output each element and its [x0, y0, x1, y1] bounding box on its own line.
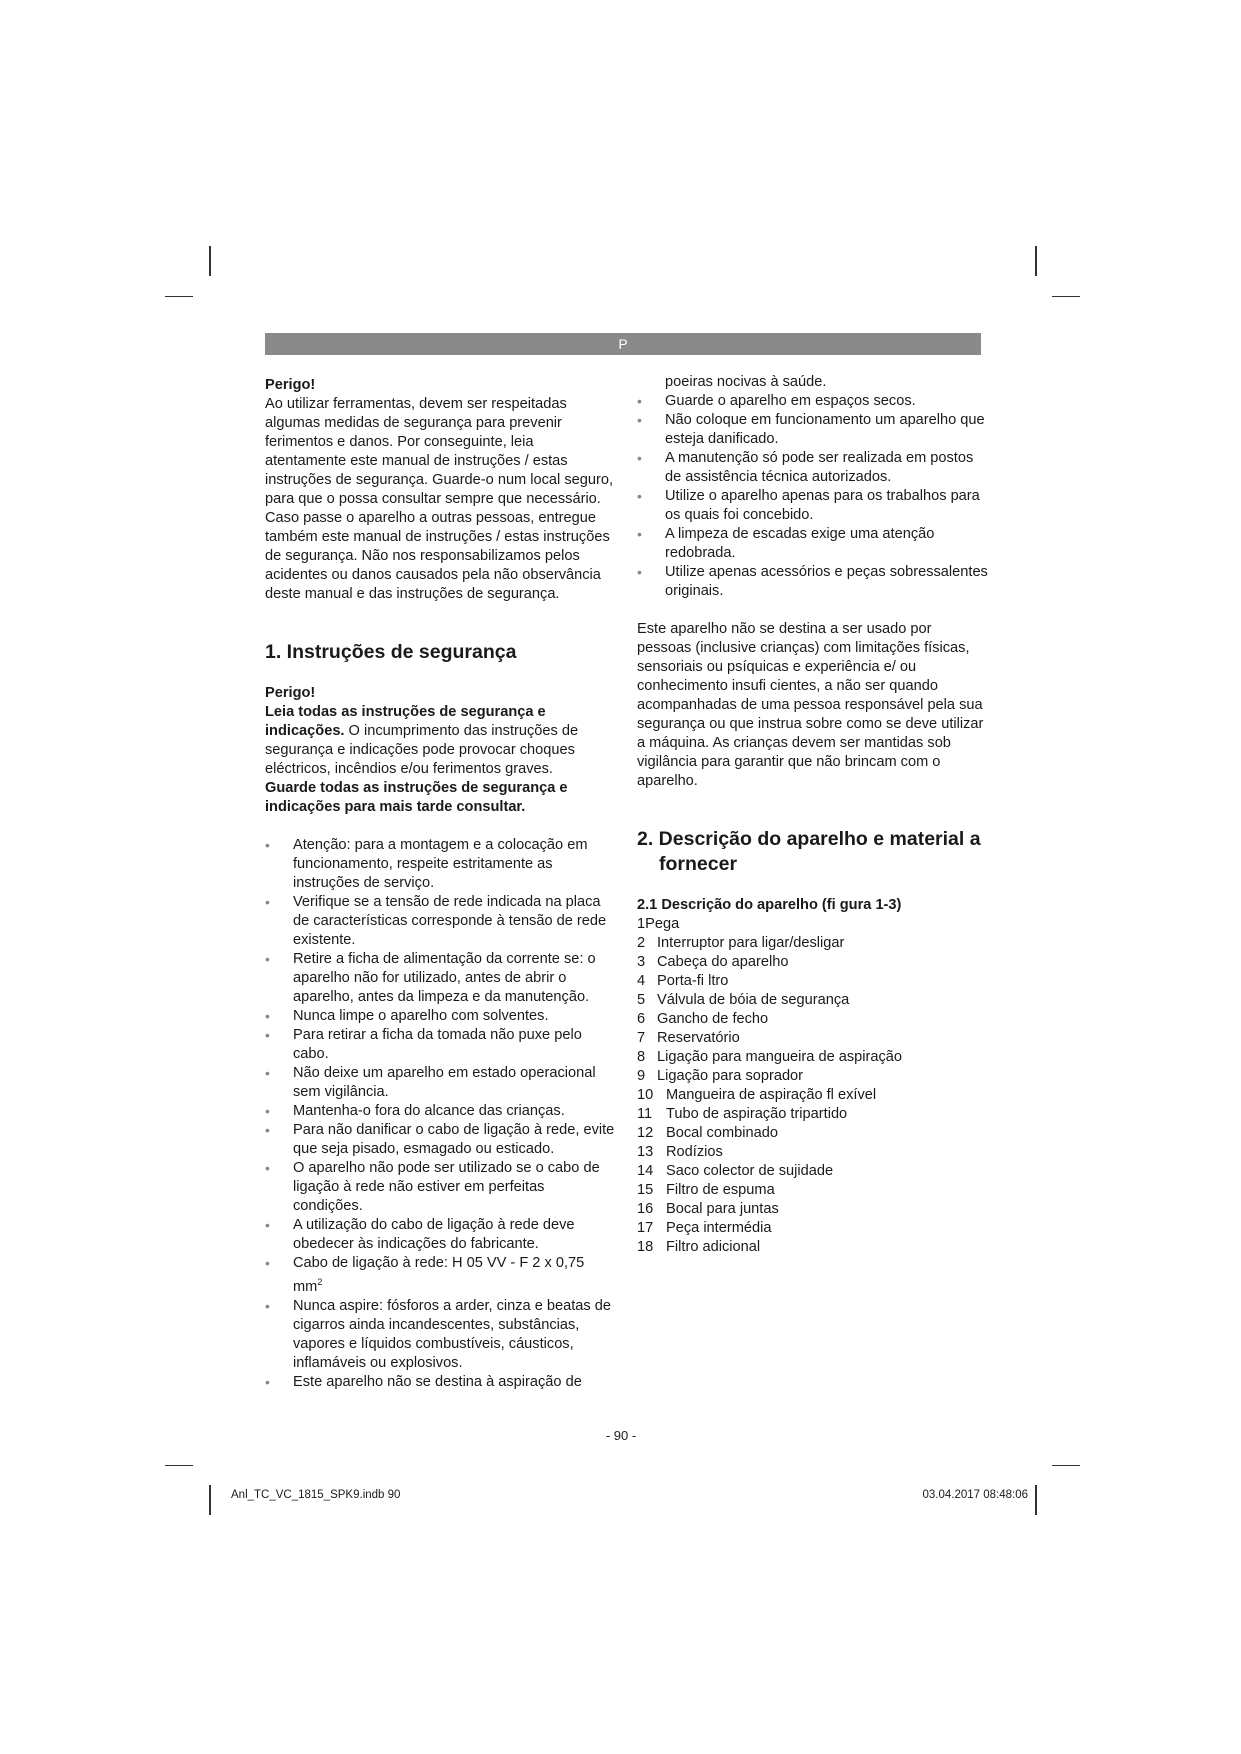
list-item: • Utilize o aparelho apenas para os trabalhos para os quais foi concebido. [637, 487, 989, 525]
cable-spec-text: Cabo de ligação à rede: H 05 VV - F 2 x 0,75 mm [293, 1255, 585, 1295]
list-item [265, 1254, 615, 1297]
part-number: 18 [637, 1239, 654, 1255]
list-item [637, 934, 989, 953]
safety-list-continued [637, 392, 989, 601]
footer-file-name: Anl_TC_VC_1815_SPK9.indb 90 [231, 1489, 401, 1501]
children-paragraph: Este aparelho não se destina a ser usado por pessoas (inclusive crianças) com limitações físicas, sensoriais ou psíquicas e experiência e/ ou conhecimento insufi cientes, a não ser quando acompanhadas de uma pessoa responsável pela sua segurança ou que instrua sobre como se deve utilizar a máquina. As crianças devem ser mantidas sob vigilância para garantir que não brincam com o aparelho. [637, 621, 984, 789]
section-1-heading: 1. Instruções de segurança [265, 641, 517, 663]
part-label: Porta-fi ltro [657, 973, 729, 989]
part-label: Tubo de aspiração tripartido [666, 1106, 848, 1122]
crop-mark [165, 296, 193, 297]
part-number: 14 [637, 1163, 654, 1179]
part-number: 7 [637, 1030, 646, 1046]
list-item: • Mantenha-o fora do alcance das crianças. [265, 1102, 615, 1121]
crop-mark [1052, 1465, 1080, 1466]
list-item [637, 1105, 989, 1124]
part-label: Gancho de fecho [657, 1011, 769, 1027]
keep-instructions-text: Guarde todas as instruções de segurança e indicações para mais tarde consultar. [265, 780, 568, 815]
right-column [637, 373, 989, 1257]
part-number: 2 [637, 935, 646, 951]
part-number: 8 [637, 1049, 646, 1065]
part-number: 3 [637, 954, 646, 970]
safety-list [265, 836, 615, 1392]
part-label: Mangueira de aspiração fl exível [666, 1087, 877, 1103]
list-item [637, 1010, 989, 1029]
page-number: - 90 - [605, 1428, 637, 1443]
list-item: • A manutenção só pode ser realizada em postos de assistência técnica autorizados. [637, 449, 989, 487]
superscript: 2 [317, 1277, 323, 1287]
list-item [637, 1143, 989, 1162]
list-item: • A utilização do cabo de ligação à rede deve obedecer às indicações do fabricante. [265, 1216, 615, 1254]
part-label: Bocal combinado [666, 1125, 778, 1141]
parts-list [637, 934, 989, 1257]
part-number: 12 [637, 1125, 654, 1141]
part-number: 4 [637, 973, 646, 989]
crop-mark [165, 1465, 193, 1466]
list-item [637, 1048, 989, 1067]
section-2-heading: 2. Descrição do aparelho e material a fornecer [637, 828, 981, 875]
left-column [265, 376, 615, 1392]
crop-mark [209, 1485, 211, 1515]
list-item [637, 1086, 989, 1105]
crop-mark [1035, 246, 1037, 276]
list-item [637, 1219, 989, 1238]
list-item: • Guarde o aparelho em espaços secos. [637, 392, 989, 411]
list-item [637, 991, 989, 1010]
part-number: 6 [637, 1011, 646, 1027]
list-item [637, 1124, 989, 1143]
warning-title: Perigo! [265, 685, 316, 701]
intro-text: Ao utilizar ferramentas, devem ser respeitadas algumas medidas de segurança para prevenir ferimentos e danos. Por conseguinte, leia atentamente este manual de instruções / estas instruções de segurança. Guarde-o num local seguro, para que o possa consultar sempre que necessário. Caso passe o aparelho a outras pessoas, entregue também este manual de instruções / estas instruções de segurança. Não nos responsabilizamos pelos acidentes ou danos causados pela não observância deste manual e das instruções de segurança. [265, 396, 614, 602]
list-item: • Este aparelho não se destina à aspiração de [265, 1373, 615, 1392]
list-item: • Verifique se a tensão de rede indicada na placa de características corresponde à tensão de rede existente. [265, 893, 615, 950]
list-item [637, 1200, 989, 1219]
list-item: • Nunca aspire: fósforos a arder, cinza e beatas de cigarros ainda incandescentes, substâncias, vapores e líquidos combustíveis, cáusticos, inflamáveis ou explosivos. [265, 1297, 615, 1373]
warning-paragraph [265, 703, 615, 779]
list-continuation: poeiras nocivas à saúde. [665, 374, 827, 390]
list-item: • A limpeza de escadas exige uma atenção redobrada. [637, 525, 989, 563]
list-item: • Atenção: para a montagem e a colocação em funcionamento, respeite estritamente as instruções de serviço. [265, 836, 615, 893]
list-item [637, 1238, 989, 1257]
warning-text: O incumprimento das instruções de segurança e indicações pode provocar choques eléctricos, incêndios e/ou ferimentos graves. [265, 723, 579, 777]
list-item: • Não coloque em funcionamento um aparelho que esteja danificado. [637, 411, 989, 449]
part-number: 15 [637, 1182, 654, 1198]
part-label: Ligação para mangueira de aspiração [657, 1049, 903, 1065]
list-item: • Não deixe um aparelho em estado operacional sem vigilância. [265, 1064, 615, 1102]
list-item: • Utilize apenas acessórios e peças sobressalentes originais. [637, 563, 989, 601]
part-label: Cabeça do aparelho [657, 954, 789, 970]
list-item [637, 1067, 989, 1086]
list-item: • O aparelho não pode ser utilizado se o cabo de ligação à rede não estiver em perfeitas condições. [265, 1159, 615, 1216]
language-tab: P [265, 333, 981, 355]
part-label: Rodízios [666, 1144, 723, 1160]
part-label: Bocal para juntas [666, 1201, 779, 1217]
list-item [637, 1181, 989, 1200]
list-item [637, 1162, 989, 1181]
part-label: Válvula de bóia de segurança [657, 992, 850, 1008]
subsection-2-1-heading: 2.1 Descrição do aparelho (fi gura 1-3) [637, 897, 902, 913]
part-label: Peça intermédia [666, 1220, 772, 1236]
crop-mark [209, 246, 211, 276]
part-number: 11 [637, 1106, 653, 1122]
part-first-item: 1Pega [637, 916, 680, 932]
list-item [637, 972, 989, 991]
list-item [637, 1029, 989, 1048]
intro-title: Perigo! [265, 377, 316, 393]
part-label: Filtro de espuma [666, 1182, 775, 1198]
list-item: • Para não danificar o cabo de ligação à rede, evite que seja pisado, esmagado ou esticado. [265, 1121, 615, 1159]
warning-bold-text: Leia todas as instruções de segurança e indicações. [265, 704, 546, 739]
part-number: 5 [637, 992, 646, 1008]
part-number: 13 [637, 1144, 654, 1160]
part-number: 10 [637, 1087, 654, 1103]
footer-timestamp: 03.04.2017 08:48:06 [922, 1489, 1028, 1501]
part-label: Reservatório [657, 1030, 740, 1046]
part-label: Saco colector de sujidade [666, 1163, 834, 1179]
part-label: Interruptor para ligar/desligar [657, 935, 845, 951]
crop-mark [1052, 296, 1080, 297]
list-item: • Nunca limpe o aparelho com solventes. [265, 1007, 615, 1026]
part-number: 9 [637, 1068, 646, 1084]
part-number: 16 [637, 1201, 654, 1217]
list-item [637, 953, 989, 972]
list-item: • Para retirar a ficha da tomada não puxe pelo cabo. [265, 1026, 615, 1064]
part-number: 17 [637, 1220, 654, 1236]
crop-mark [1035, 1485, 1037, 1515]
part-label: Filtro adicional [666, 1239, 761, 1255]
part-label: Ligação para soprador [657, 1068, 804, 1084]
list-item: • Retire a ficha de alimentação da corrente se: o aparelho não for utilizado, antes de abrir o aparelho, antes da limpeza e da manutenção. [265, 950, 615, 1007]
